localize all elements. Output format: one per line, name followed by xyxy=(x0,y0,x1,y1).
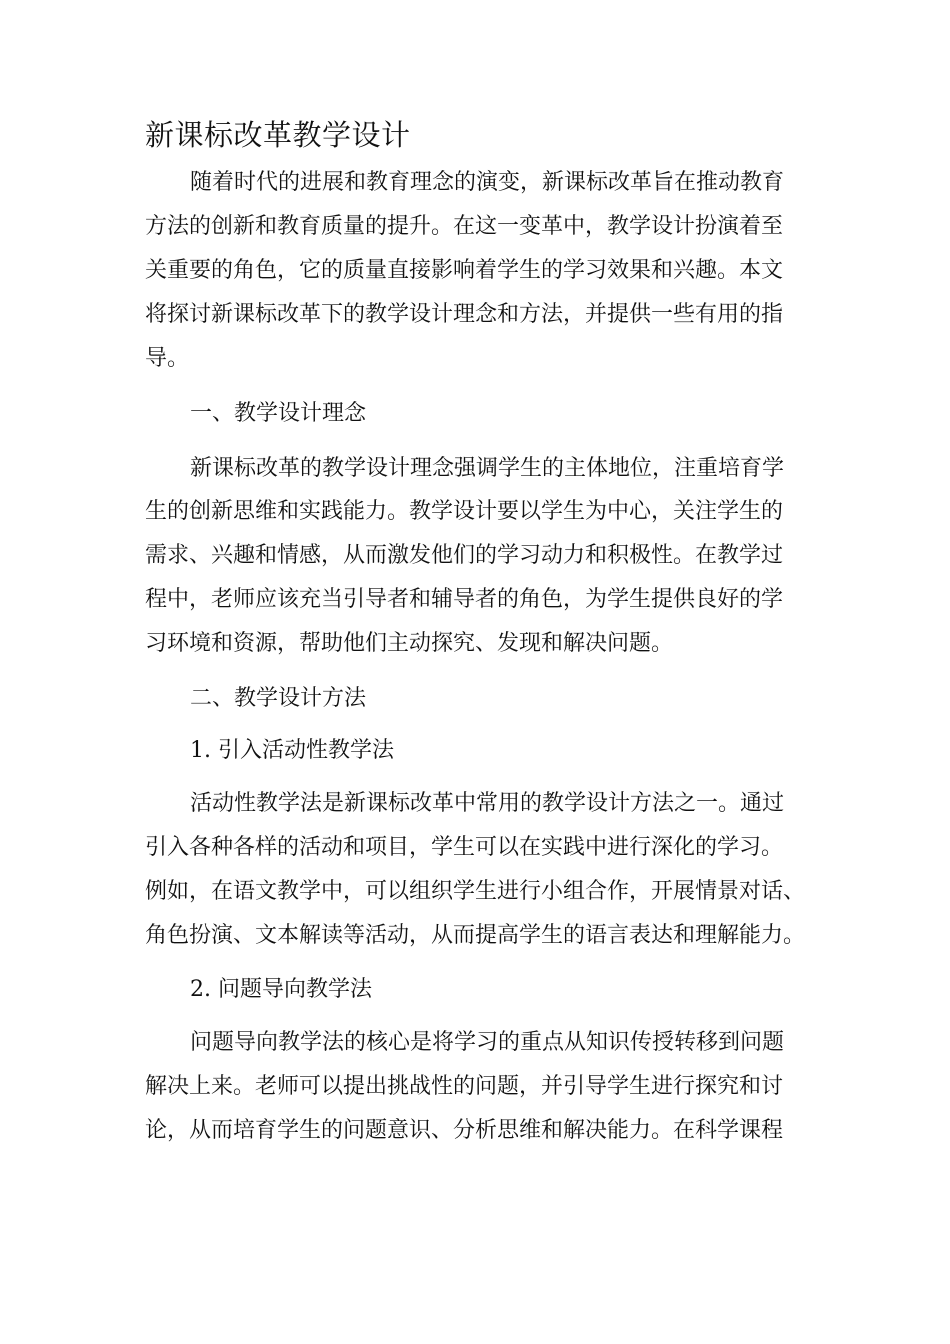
subsection-heading: 1. 引入活动性教学法 xyxy=(190,738,394,763)
paragraph-line: 例如，在语文教学中，可以组织学生进行小组合作，开展情景对话、 xyxy=(145,879,806,904)
paragraph-line: 程中，老师应该充当引导者和辅导者的角色，为学生提供良好的学 xyxy=(145,587,784,612)
section-heading: 一、教学设计理念 xyxy=(190,401,367,426)
paragraph-line: 随着时代的进展和教育理念的演变，新课标改革旨在推动教育 xyxy=(190,170,785,195)
paragraph-line: 角色扮演、文本解读等活动，从而提高学生的语言表达和理解能力。 xyxy=(145,923,806,948)
paragraph-line: 导。 xyxy=(145,346,190,371)
paragraph-line: 问题导向教学法的核心是将学习的重点从知识传授转移到问题 xyxy=(190,1030,785,1055)
paragraph-line: 将探讨新课标改革下的教学设计理念和方法，并提供一些有用的指 xyxy=(145,302,784,327)
section-heading: 二、教学设计方法 xyxy=(190,686,367,711)
subsection-heading: 2. 问题导向教学法 xyxy=(190,977,372,1002)
paragraph-line: 方法的创新和教育质量的提升。在这一变革中，教学设计扮演着至 xyxy=(145,214,784,239)
paragraph-line: 生的创新思维和实践能力。教学设计要以学生为中心，关注学生的 xyxy=(145,499,784,524)
paragraph-line: 解决上来。老师可以提出挑战性的问题，并引导学生进行探究和讨 xyxy=(145,1074,784,1099)
paragraph-line: 活动性教学法是新课标改革中常用的教学设计方法之一。通过 xyxy=(190,791,785,816)
paragraph-line: 引入各种各样的活动和项目，学生可以在实践中进行深化的学习。 xyxy=(145,835,784,860)
paragraph-line: 关重要的角色，它的质量直接影响着学生的学习效果和兴趣。本文 xyxy=(145,258,784,283)
paragraph-line: 新课标改革的教学设计理念强调学生的主体地位，注重培育学 xyxy=(190,456,785,481)
document-title: 新课标改革教学设计 xyxy=(145,118,411,152)
paragraph-line: 论，从而培育学生的问题意识、分析思维和解决能力。在科学课程 xyxy=(145,1118,784,1143)
paragraph-line: 习环境和资源，帮助他们主动探究、发现和解决问题。 xyxy=(145,631,674,656)
paragraph-line: 需求、兴趣和情感，从而激发他们的学习动力和积极性。在教学过 xyxy=(145,543,784,568)
